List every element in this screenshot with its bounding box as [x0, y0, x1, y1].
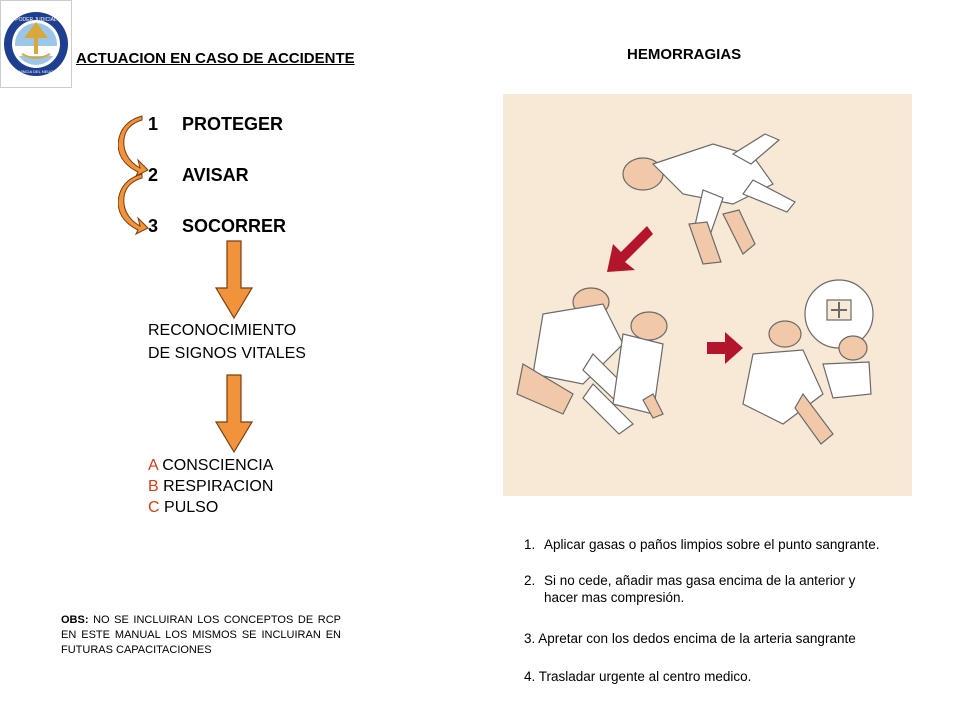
poder-judicial-logo — [0, 0, 72, 88]
abc-text: CONSCIENCIA — [162, 457, 274, 474]
instruction-item — [524, 572, 855, 606]
instruction-text: Apretar con los dedos encima de la arteria sangrante — [538, 631, 856, 646]
abc-item — [148, 497, 273, 518]
first-aid-illustration — [503, 94, 912, 496]
instruction-text: Aplicar gasas o paños limpios sobre el punto sangrante. — [544, 537, 880, 552]
step-number: 2 — [148, 165, 159, 185]
instruction-item — [524, 630, 856, 647]
recognition-line: DE SIGNOS VITALES — [148, 345, 306, 362]
abc-item — [148, 455, 273, 476]
logo-top-text: PODER JUDICIAL — [15, 17, 57, 23]
observation-label: OBS: — [61, 614, 89, 626]
hemorrhage-heading: HEMORRAGIAS — [627, 46, 742, 63]
logo-bottom-text: PROVINCIA DEL NEUQUEN — [10, 69, 62, 74]
abc-item — [148, 476, 273, 497]
instruction-text: Trasladar urgente al centro medico. — [538, 669, 752, 684]
instruction-number: 4. — [524, 669, 536, 684]
instruction-number: 3. — [524, 631, 536, 646]
observation-note — [61, 613, 341, 658]
down-arrow-icon — [214, 374, 254, 454]
abc-letter: C — [148, 499, 160, 516]
step-number: 1 — [148, 114, 159, 134]
vital-signs-recognition — [148, 319, 306, 365]
down-arrow-icon — [214, 240, 254, 320]
abc-list — [148, 455, 273, 518]
observation-text: NO SE INCLUIRAN LOS CONCEPTOS DE RCP EN ESTE MANUAL LOS MISMOS SE INCLUIRAN EN FUTURAS CAPACITACIONES — [61, 614, 341, 656]
step-help — [148, 216, 286, 237]
recognition-line: RECONOCIMIENTO — [148, 322, 297, 339]
step-label: AVISAR — [182, 165, 249, 185]
step-number: 3 — [148, 216, 159, 236]
step-notify — [148, 165, 249, 186]
instruction-number: 2. — [524, 573, 536, 588]
abc-text: PULSO — [164, 499, 219, 516]
instruction-number: 1. — [524, 537, 536, 552]
abc-text: RESPIRACION — [163, 478, 274, 495]
abc-letter: A — [148, 457, 158, 474]
step-protect — [148, 114, 283, 135]
instruction-item — [524, 536, 879, 553]
instruction-text: Si no cede, añadir mas gasa encima de la anterior y — [544, 573, 856, 588]
step-label: PROTEGER — [182, 114, 284, 134]
curved-arrows-icon — [118, 112, 150, 242]
instruction-text-continued: hacer mas compresión. — [544, 590, 685, 605]
abc-letter: B — [148, 478, 159, 495]
instruction-item — [524, 668, 751, 685]
page-title: ACTUACION EN CASO DE ACCIDENTE — [76, 50, 355, 67]
step-label: SOCORRER — [182, 216, 287, 236]
